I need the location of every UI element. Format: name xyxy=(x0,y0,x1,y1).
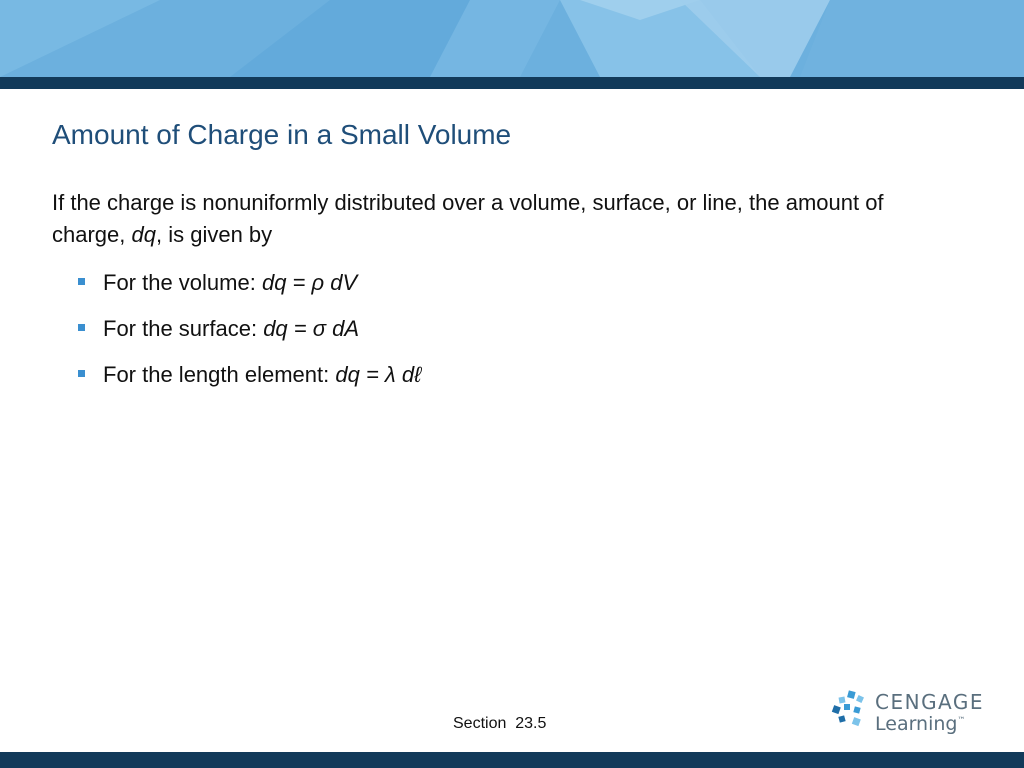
bullet-formula: dq = ρ dV xyxy=(261,270,358,295)
intro-text: If the charge is nonuniformly distributed over a volume, surface, or line, the amount of charge, xyxy=(52,190,884,247)
section-number: Section 23.5 xyxy=(453,715,547,732)
logo-subtitle xyxy=(875,713,966,735)
slide-title: Amount of Charge in a Small Volume xyxy=(52,119,512,150)
logo-trademark: ™ xyxy=(957,715,966,725)
formula-list xyxy=(78,267,421,405)
footer-bar xyxy=(0,752,1024,768)
cengage-logo xyxy=(830,690,990,740)
bullet-square-icon xyxy=(78,278,85,285)
list-item xyxy=(78,313,421,359)
bullet-square-icon xyxy=(78,324,85,331)
header-banner xyxy=(0,0,1024,77)
intro-text-end: , is given by xyxy=(155,222,273,247)
cengage-mark-icon xyxy=(830,690,870,730)
intro-variable: dq xyxy=(131,222,156,247)
bullet-label: For the length element: xyxy=(103,362,336,387)
banner-pattern xyxy=(0,0,1024,77)
bullet-square-icon xyxy=(78,370,85,377)
logo-subtitle-text: Learning xyxy=(875,713,958,735)
list-item xyxy=(78,359,421,405)
list-item xyxy=(78,267,421,313)
intro-paragraph xyxy=(52,187,952,251)
logo-wordmark: CENGAGE xyxy=(875,690,985,714)
bullet-label: For the surface: xyxy=(103,316,264,341)
bullet-formula: dq = σ dA xyxy=(263,316,360,341)
header-rule xyxy=(0,77,1024,89)
bullet-label: For the volume: xyxy=(103,270,262,295)
bullet-formula: dq = λ dℓ xyxy=(335,362,422,387)
